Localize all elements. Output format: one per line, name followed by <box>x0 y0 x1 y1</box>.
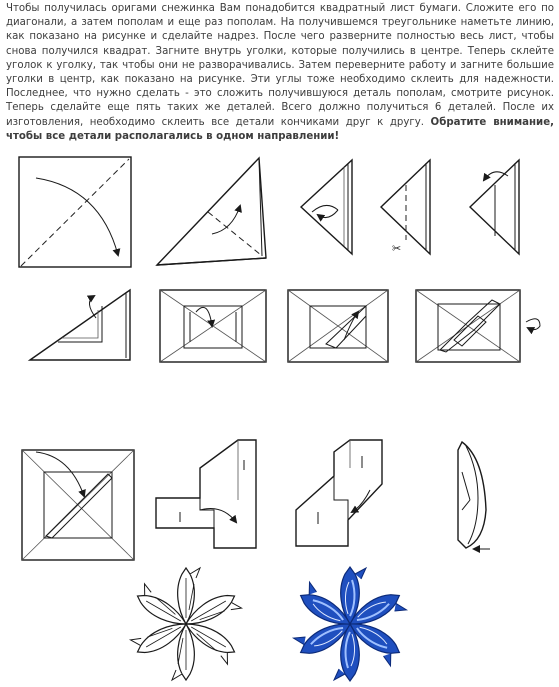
instructions-warning: Обратите внимание, чтобы все детали располагались в одном направлении! <box>6 116 554 142</box>
step-12-zigzag-closed <box>296 440 382 546</box>
step-11-zigzag <box>156 440 256 548</box>
step-13-folded-half <box>458 442 490 549</box>
step-9-tucked-folds <box>416 290 540 362</box>
step-6-triangle-cut <box>30 290 130 360</box>
step-3-small-triangle <box>301 160 352 254</box>
snowflake-blue <box>293 567 408 681</box>
scissors-icon: ✂ <box>392 242 402 255</box>
step-1-square-diagonal <box>19 157 131 267</box>
step-5-unfold <box>470 160 519 254</box>
step-4-cut-line <box>381 160 430 255</box>
step-10-corner-fold <box>22 450 134 560</box>
step-7-inner-square <box>160 290 266 362</box>
snowflake-outline <box>131 568 242 680</box>
instructions-body: Чтобы получилась оригами снежинка Вам понадобится квадратный лист бумаги. Сложите его по диагонали, а затем пополам и еще раз пополам. На получившемся треугольнике наметьте линию, как показано на рисунке и сделайте надрез. После чего разверните полностью весь лист, чтобы снова получился квадрат. Загните внутрь уголки, которые получились в центре. Теперь склейте уголок к уголку, так чтобы они не разворачивались. Затем переверните работу и загните большие уголки в центр, как показано на рисунке. Эти углы тоже необходимо склеить для надежности. Последнее, что нужно сделать - это сложить получившуюся деталь пополам, смотрите рисунок. Теперь сделайте еще пять таких же деталей. Всего должно получиться 6 деталей. После их изготовления, необходимо склеить все детали кончиками друг к другу. <box>6 3 554 128</box>
step-2-triangle-fold <box>157 158 266 265</box>
step-8-folded-corner <box>288 290 388 362</box>
